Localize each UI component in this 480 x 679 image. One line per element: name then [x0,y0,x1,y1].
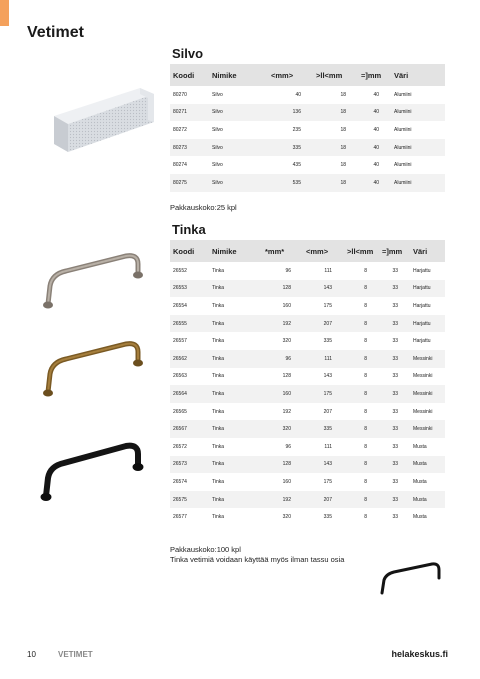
table-cell: 143 [303,456,344,474]
table-cell: 26573 [170,456,209,474]
table-cell: Tinka [209,280,262,298]
table-row [170,104,445,122]
table-cell: 175 [323,302,332,309]
col-depth: =]mm [358,64,391,86]
table-cell: 335 [303,420,344,438]
table-cell: 111 [303,350,344,368]
table-cell: 18 [313,174,358,192]
table-cell: 33 [392,338,398,345]
table-cell: 175 [303,385,344,403]
table-cell: 207 [303,315,344,333]
tinka-package-note: Pakkauskoko:100 kpl [170,545,241,554]
table-cell: 8 [344,420,379,438]
silvo-title: Silvo [172,46,204,61]
table-cell: Tinka [212,338,225,345]
table-cell: 8 [344,456,379,474]
table-cell: 80274 [173,162,187,169]
table-cell: 33 [379,491,410,509]
tinka-table [170,240,445,526]
tinka-brushed-handle-image [38,246,150,312]
table-row [170,420,445,438]
tinka-usage-note: Tinka vetimiä voidaan käyttää myös ilman tassu osia [170,555,345,564]
table-cell: 535 [268,174,313,192]
silvo-table [170,64,445,192]
table-cell: Musta [410,456,445,474]
table-cell: 136 [268,104,313,122]
table-row [170,297,445,315]
table-cell: 40 [373,126,379,133]
table-cell: 207 [303,491,344,509]
table-cell: Silvo [209,174,268,192]
table-cell: 207 [323,408,332,415]
tinka-header-row [170,240,445,262]
table-cell: 320 [262,420,303,438]
tinka-black-handle-image [36,436,152,506]
table-cell: 26557 [173,338,187,345]
table-row [170,456,445,474]
table-cell: 26572 [173,443,187,450]
silvo-header-row [170,64,445,86]
table-cell: 26552 [173,267,187,274]
table-row [170,86,445,104]
table-cell: Tinka [212,514,225,521]
table-row [170,508,445,526]
table-cell: 26555 [170,315,209,333]
table-cell: Tinka [209,350,262,368]
page-number: 10 [27,650,36,659]
col-height: >ll<mm [344,240,379,262]
table-cell: 80270 [173,91,187,98]
table-cell: Tinka [209,315,262,333]
table-cell: 8 [364,338,367,345]
table-cell: Harjattu [410,280,445,298]
table-cell: 33 [392,302,398,309]
table-cell: Tinka [212,408,225,415]
table-row [170,385,445,403]
table-cell: 320 [282,514,291,521]
table-cell: Messinki [410,385,445,403]
table-cell: Harjattu [410,315,445,333]
table-cell: 40 [373,162,379,169]
table-cell: 33 [379,350,410,368]
table-cell: 8 [364,408,367,415]
table-cell: 8 [344,315,379,333]
silvo-package-note: Pakkauskoko:25 kpl [170,203,237,212]
table-cell: 33 [379,280,410,298]
table-cell: 320 [282,338,291,345]
table-cell: Musta [410,491,445,509]
table-cell: 26577 [173,514,187,521]
col-length: <mm> [268,64,313,86]
table-cell: 33 [379,315,410,333]
table-row [170,280,445,298]
table-cell: Silvo [209,104,268,122]
col-nimike: Nimike [209,64,268,86]
table-cell: 192 [282,408,291,415]
table-cell: 33 [379,385,410,403]
col-koodi: Koodi [170,64,209,86]
table-cell: 8 [364,514,367,521]
table-cell: Messinki [410,420,445,438]
col-vari: Väri [391,64,445,86]
table-cell: 33 [379,420,410,438]
table-cell: Alumiini [394,126,412,133]
table-row [170,438,445,456]
table-cell: 143 [303,280,344,298]
table-cell: 8 [364,267,367,274]
table-cell: Harjattu [413,267,431,274]
table-cell: 335 [323,338,332,345]
table-cell: 143 [323,373,332,380]
table-row [170,174,445,192]
table-cell: Tinka [209,491,262,509]
table-cell: Alumiini [391,174,445,192]
table-cell: 8 [344,350,379,368]
table-cell: 8 [364,443,367,450]
footer-section-label: VETIMET [58,650,93,659]
table-cell: Messinki [413,373,433,380]
table-cell: Alumiini [394,91,412,98]
table-cell: 335 [268,139,313,157]
table-cell: 128 [282,373,291,380]
table-cell: 80271 [170,104,209,122]
table-row [170,350,445,368]
table-cell: 160 [282,302,291,309]
col-length: <mm> [303,240,344,262]
col-vari: Väri [410,240,445,262]
table-row [170,315,445,333]
table-row [170,332,445,350]
table-cell: 33 [392,267,398,274]
table-row [170,473,445,491]
table-cell: 160 [262,385,303,403]
table-cell: 18 [340,162,346,169]
table-cell: 111 [324,267,332,274]
table-cell: Silvo [209,139,268,157]
table-cell: 26567 [170,420,209,438]
table-cell: 33 [392,514,398,521]
table-cell: 26564 [170,385,209,403]
table-cell: Musta [413,443,427,450]
table-row [170,368,445,386]
table-cell: Silvo [212,162,223,169]
table-cell: Tinka [209,456,262,474]
table-cell: Tinka [212,302,225,309]
table-cell: 235 [292,126,301,133]
table-cell: Alumiini [394,162,412,169]
table-cell: Alumiini [391,139,445,157]
table-cell: 96 [262,350,303,368]
table-cell: Messinki [410,350,445,368]
table-cell: Silvo [212,126,223,133]
table-cell: 435 [292,162,301,169]
table-cell: Harjattu [413,302,431,309]
table-cell: Tinka [209,420,262,438]
table-cell: 80273 [170,139,209,157]
table-cell: 18 [340,91,346,98]
table-cell: 128 [262,280,303,298]
table-cell: 8 [364,373,367,380]
table-row [170,403,445,421]
table-cell: Tinka [212,373,225,380]
table-cell: Tinka [212,267,225,274]
table-cell: 8 [344,280,379,298]
table-cell: 18 [313,104,358,122]
tinka-handle-without-feet-image [378,560,444,600]
corner-tab [0,0,9,26]
table-cell: 18 [313,139,358,157]
table-cell: 335 [323,514,332,521]
table-cell: 26563 [173,373,187,380]
table-cell: 192 [262,491,303,509]
table-cell: 26554 [173,302,187,309]
tinka-title: Tinka [172,222,206,237]
tinka-brass-handle-image [38,334,150,400]
table-cell: 160 [282,478,291,485]
table-cell: 26575 [170,491,209,509]
table-cell: Musta [413,478,427,485]
col-cc: *mm* [262,240,303,262]
table-cell: 111 [324,443,332,450]
table-row [170,121,445,139]
page-title: Vetimet [27,24,84,41]
table-cell: Alumiini [391,104,445,122]
table-cell: 33 [392,373,398,380]
table-cell: 80272 [173,126,187,133]
table-cell: Tinka [212,478,225,485]
table-cell: 40 [373,91,379,98]
col-depth: =]mm [379,240,410,262]
table-cell: 33 [392,408,398,415]
table-cell: 26562 [170,350,209,368]
table-cell: 96 [285,267,291,274]
table-row [170,262,445,280]
col-nimike: Nimike [209,240,262,262]
table-cell: Tinka [212,443,225,450]
table-cell: 26565 [173,408,187,415]
table-row [170,491,445,509]
table-cell: Musta [413,514,427,521]
table-cell: 40 [295,91,301,98]
table-cell: Messinki [413,408,433,415]
silvo-profile-image [48,82,158,162]
table-cell: Tinka [209,385,262,403]
table-cell: 40 [358,104,391,122]
table-cell: Harjattu [413,338,431,345]
table-cell: 18 [340,126,346,133]
table-row [170,156,445,174]
table-cell: 40 [358,139,391,157]
table-cell: 40 [358,174,391,192]
table-cell: Silvo [212,91,223,98]
table-cell: 175 [323,478,332,485]
col-koodi: Koodi [170,240,209,262]
table-cell: 192 [262,315,303,333]
table-row [170,139,445,157]
table-cell: 8 [344,385,379,403]
table-cell: 8 [364,302,367,309]
table-cell: 96 [285,443,291,450]
table-cell: 33 [392,443,398,450]
table-cell: 33 [392,478,398,485]
table-cell: 33 [379,456,410,474]
table-cell: 80275 [170,174,209,192]
footer-site-link[interactable]: helakeskus.fi [391,649,448,659]
table-cell: 26574 [173,478,187,485]
table-cell: 8 [344,491,379,509]
table-cell: 8 [364,478,367,485]
table-cell: 128 [262,456,303,474]
col-height: >ll<mm [313,64,358,86]
table-cell: 26553 [170,280,209,298]
